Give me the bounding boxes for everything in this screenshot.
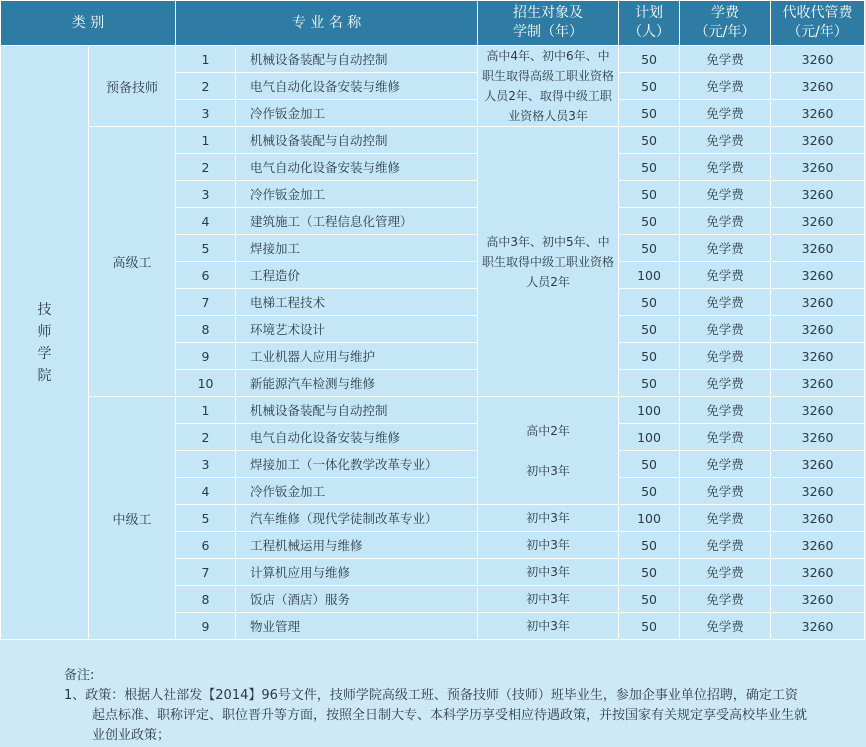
plan-cell: 50 — [619, 343, 680, 370]
tuition-cell: 免学费 — [680, 289, 771, 316]
row-number: 1 — [176, 397, 236, 424]
notes-title: 备注: — [64, 668, 95, 683]
notes-line: 1、政策：根据人社部发【2014】96号文件，技师学院高级工班、预备技师（技师）班毕业生，参加企事业单位招聘，确定工资 — [64, 688, 798, 703]
major-name: 汽车维修（现代学徒制改革专业） — [236, 505, 478, 532]
college-cell — [1, 46, 89, 640]
plan-cell: 50 — [619, 370, 680, 397]
plan-cell: 50 — [619, 451, 680, 478]
target-junior3: 初中3年 — [478, 532, 619, 559]
row-number: 9 — [176, 343, 236, 370]
table-row — [1, 397, 865, 424]
major-name: 焊接加工 — [236, 235, 478, 262]
target-junior3: 初中3年 — [478, 613, 619, 640]
row-number: 1 — [176, 46, 236, 73]
header-target-line1: 招生对象及 — [513, 5, 584, 21]
fee-cell: 3260 — [771, 559, 865, 586]
major-name: 冷作钣金加工 — [236, 100, 478, 127]
college-char: 院 — [37, 367, 52, 384]
target-advanced: 高中3年、初中5年、中职生取得中级工职业资格人员2年 — [478, 127, 619, 397]
tuition-cell: 免学费 — [680, 613, 771, 640]
row-number: 2 — [176, 424, 236, 451]
plan-cell: 100 — [619, 262, 680, 289]
major-name: 电气自动化设备安装与维修 — [236, 424, 478, 451]
plan-cell: 100 — [619, 505, 680, 532]
tuition-cell: 免学费 — [680, 262, 771, 289]
header-fee-line2: （元/年） — [787, 24, 848, 40]
tuition-cell: 免学费 — [680, 397, 771, 424]
major-name: 物业管理 — [236, 613, 478, 640]
fee-cell: 3260 — [771, 586, 865, 613]
college-char: 学 — [37, 345, 52, 362]
row-number: 2 — [176, 154, 236, 181]
header-fee-line1: 代收代管费 — [782, 5, 853, 21]
row-number: 4 — [176, 208, 236, 235]
plan-cell: 50 — [619, 154, 680, 181]
tuition-cell: 免学费 — [680, 316, 771, 343]
tuition-cell: 免学费 — [680, 424, 771, 451]
row-number: 5 — [176, 235, 236, 262]
tuition-cell: 免学费 — [680, 532, 771, 559]
table-header-row — [1, 1, 865, 46]
row-number: 6 — [176, 262, 236, 289]
major-name: 机械设备装配与自动控制 — [236, 46, 478, 73]
major-name: 计算机应用与维修 — [236, 559, 478, 586]
target-intermediate-a — [478, 397, 619, 505]
target-line: 初中3年 — [526, 463, 570, 478]
major-name: 机械设备装配与自动控制 — [236, 397, 478, 424]
header-plan — [619, 1, 680, 46]
fee-cell: 3260 — [771, 505, 865, 532]
header-plan-line1: 计划 — [635, 5, 664, 21]
plan-cell: 50 — [619, 289, 680, 316]
header-major-name: 专 业 名 称 — [176, 1, 478, 46]
tuition-cell: 免学费 — [680, 559, 771, 586]
tuition-cell: 免学费 — [680, 235, 771, 262]
row-number: 10 — [176, 370, 236, 397]
fee-cell: 3260 — [771, 208, 865, 235]
header-tuition — [680, 1, 771, 46]
plan-cell: 100 — [619, 424, 680, 451]
tuition-cell: 免学费 — [680, 154, 771, 181]
row-number: 3 — [176, 100, 236, 127]
header-tuition-line2: （元/年） — [694, 24, 756, 40]
notes-line: 起点标准、职称评定、职位晋升等方面，按照全日制大专、本科学历享受相应待遇政策，并按国家有关规定享受高校毕业生就 — [92, 708, 808, 723]
fee-cell: 3260 — [771, 397, 865, 424]
plan-cell: 50 — [619, 100, 680, 127]
major-name: 电气自动化设备安装与维修 — [236, 73, 478, 100]
tuition-cell: 免学费 — [680, 208, 771, 235]
tuition-cell: 免学费 — [680, 46, 771, 73]
fee-cell: 3260 — [771, 424, 865, 451]
tuition-cell: 免学费 — [680, 586, 771, 613]
fee-cell: 3260 — [771, 613, 865, 640]
major-name: 工程造价 — [236, 262, 478, 289]
header-tuition-line1: 学费 — [711, 5, 740, 21]
plan-cell: 50 — [619, 478, 680, 505]
plan-cell: 50 — [619, 181, 680, 208]
plan-cell: 50 — [619, 235, 680, 262]
major-name: 电气自动化设备安装与维修 — [236, 154, 478, 181]
row-number: 4 — [176, 478, 236, 505]
plan-cell: 50 — [619, 586, 680, 613]
target-junior3: 初中3年 — [478, 505, 619, 532]
tuition-cell: 免学费 — [680, 505, 771, 532]
major-name: 冷作钣金加工 — [236, 181, 478, 208]
row-number: 5 — [176, 505, 236, 532]
fee-cell: 3260 — [771, 370, 865, 397]
fee-cell: 3260 — [771, 262, 865, 289]
tuition-cell: 免学费 — [680, 478, 771, 505]
notes-item-1 — [64, 686, 844, 746]
row-number: 1 — [176, 127, 236, 154]
row-number: 7 — [176, 559, 236, 586]
tuition-cell: 免学费 — [680, 343, 771, 370]
major-name: 饭店（酒店）服务 — [236, 586, 478, 613]
target-junior3: 初中3年 — [478, 559, 619, 586]
plan-cell: 50 — [619, 613, 680, 640]
major-name: 冷作钣金加工 — [236, 478, 478, 505]
row-number: 7 — [176, 289, 236, 316]
group-advanced: 高级工 — [89, 127, 176, 397]
notes-section — [0, 642, 866, 747]
plan-cell: 50 — [619, 559, 680, 586]
tuition-cell: 免学费 — [680, 181, 771, 208]
fee-cell: 3260 — [771, 100, 865, 127]
major-name: 建筑施工（工程信息化管理） — [236, 208, 478, 235]
fee-cell: 3260 — [771, 154, 865, 181]
row-number: 8 — [176, 316, 236, 343]
row-number: 3 — [176, 181, 236, 208]
fee-cell: 3260 — [771, 316, 865, 343]
plan-cell: 50 — [619, 46, 680, 73]
fee-cell: 3260 — [771, 46, 865, 73]
fee-cell: 3260 — [771, 181, 865, 208]
major-name: 工业机器人应用与维护 — [236, 343, 478, 370]
plan-cell: 50 — [619, 316, 680, 343]
row-number: 6 — [176, 532, 236, 559]
row-number: 8 — [176, 586, 236, 613]
major-name: 工程机械运用与维修 — [236, 532, 478, 559]
major-name: 电梯工程技术 — [236, 289, 478, 316]
tuition-cell: 免学费 — [680, 73, 771, 100]
fee-cell: 3260 — [771, 73, 865, 100]
plan-cell: 50 — [619, 73, 680, 100]
fee-cell: 3260 — [771, 235, 865, 262]
notes-line: 业创业政策； — [92, 728, 171, 743]
row-number: 3 — [176, 451, 236, 478]
fee-cell: 3260 — [771, 478, 865, 505]
plan-cell: 50 — [619, 127, 680, 154]
plan-cell: 100 — [619, 397, 680, 424]
target-junior3: 初中3年 — [478, 586, 619, 613]
header-fee — [771, 1, 865, 46]
group-intermediate: 中级工 — [89, 397, 176, 640]
major-name: 新能源汽车检测与维修 — [236, 370, 478, 397]
fee-cell: 3260 — [771, 451, 865, 478]
fee-cell: 3260 — [771, 532, 865, 559]
tuition-cell: 免学费 — [680, 127, 771, 154]
college-char: 技 — [37, 301, 52, 318]
tuition-cell: 免学费 — [680, 370, 771, 397]
table-row — [1, 46, 865, 73]
tuition-cell: 免学费 — [680, 451, 771, 478]
major-name: 机械设备装配与自动控制 — [236, 127, 478, 154]
major-name: 环境艺术设计 — [236, 316, 478, 343]
table-row — [1, 127, 865, 154]
target-line: 高中2年 — [526, 423, 570, 438]
header-category: 类 别 — [1, 1, 176, 46]
plan-cell: 50 — [619, 208, 680, 235]
fee-cell: 3260 — [771, 343, 865, 370]
plan-cell: 50 — [619, 532, 680, 559]
college-char: 师 — [37, 323, 52, 340]
fee-cell: 3260 — [771, 127, 865, 154]
row-number: 9 — [176, 613, 236, 640]
header-target-line2: 学制（年） — [513, 24, 584, 40]
target-preparatory: 高中4年、初中6年、中职生取得高级工职业资格人员2年、取得中级工职业资格人员3年 — [478, 46, 619, 127]
group-preparatory: 预备技师 — [89, 46, 176, 127]
row-number: 2 — [176, 73, 236, 100]
header-target — [478, 1, 619, 46]
header-plan-line2: （人） — [628, 24, 671, 40]
major-name: 焊接加工（一体化教学改革专业） — [236, 451, 478, 478]
fee-cell: 3260 — [771, 289, 865, 316]
tuition-cell: 免学费 — [680, 100, 771, 127]
